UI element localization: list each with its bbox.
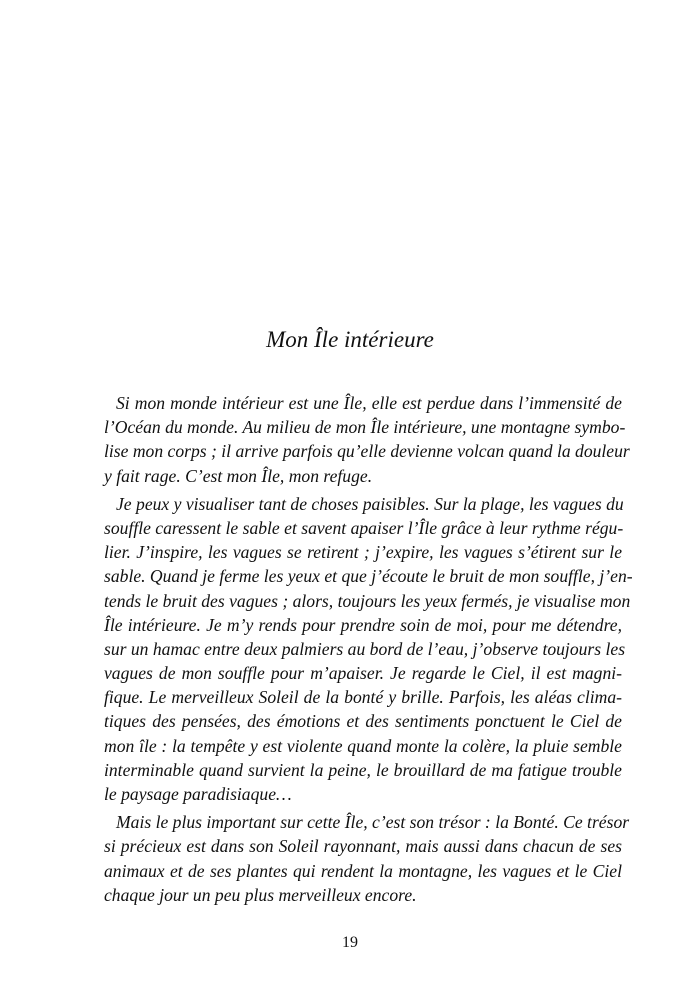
text-line: souffle caressent le sable et savent apaiser l’Île grâce à leur rythme régu- (104, 517, 624, 538)
text-line: lise mon corps ; il arrive parfois qu’elle devienne volcan quand la douleur (104, 441, 630, 462)
text-line: Île intérieure. Je m’y rends pour prendre soin de moi, pour me détendre, (104, 614, 622, 635)
text-line: y fait rage. C’est mon Île, mon refuge. (104, 465, 373, 486)
text-line: Si mon monde intérieur est une Île, elle est perdue dans l’immensité de (116, 393, 622, 413)
text-line: fique. Le merveilleux Soleil de la bonté y brille. Parfois, les aléas clima- (104, 687, 622, 708)
body-text (104, 391, 633, 911)
text-line: sable. Quand je ferme les yeux et que j’écoute le bruit de mon souffle, j’en- (104, 566, 633, 587)
text-line: mon île : la tempête y est violente quand monte la colère, la pluie semble (104, 735, 622, 756)
page-number: 19 (342, 934, 358, 951)
text-line: l’Océan du monde. Au milieu de mon Île intérieure, une montagne symbo- (104, 417, 626, 438)
text-line: le paysage paradisiaque… (104, 784, 292, 804)
text-line: chaque jour un peu plus merveilleux encore. (104, 884, 417, 905)
text-line: Mais le plus important sur cette Île, c’est son trésor : la Bonté. Ce trésor (116, 812, 630, 833)
text-line: Je peux y visualiser tant de choses paisibles. Sur la plage, les vagues du (116, 493, 624, 514)
text-line: interminable quand survient la peine, le brouillard de ma fatigue trouble (104, 759, 622, 780)
paragraph (104, 810, 630, 907)
text-line: sur un hamac entre deux palmiers au bord de l’eau, j’observe toujours les (104, 638, 626, 659)
text-line: tends le bruit des vagues ; alors, toujours les yeux fermés, je visualise mon (104, 590, 631, 611)
text-line: si précieux est dans son Soleil rayonnant, mais aussi dans chacun de ses (104, 836, 622, 857)
paragraph (104, 492, 633, 806)
text-line: lier. J’inspire, les vagues se retirent ; j’expire, les vagues s’étirent sur le (104, 542, 622, 563)
text-line: vagues de mon souffle pour m’apaiser. Je regarde le Ciel, il est magni- (104, 663, 622, 684)
chapter-title: Mon Île intérieure (266, 327, 434, 352)
paragraph (104, 391, 630, 488)
text-line: animaux et de ses plantes qui rendent la montagne, les vagues et le Ciel (104, 860, 622, 881)
text-line: tiques des pensées, des émotions et des sentiments ponctuent le Ciel de (104, 711, 622, 732)
